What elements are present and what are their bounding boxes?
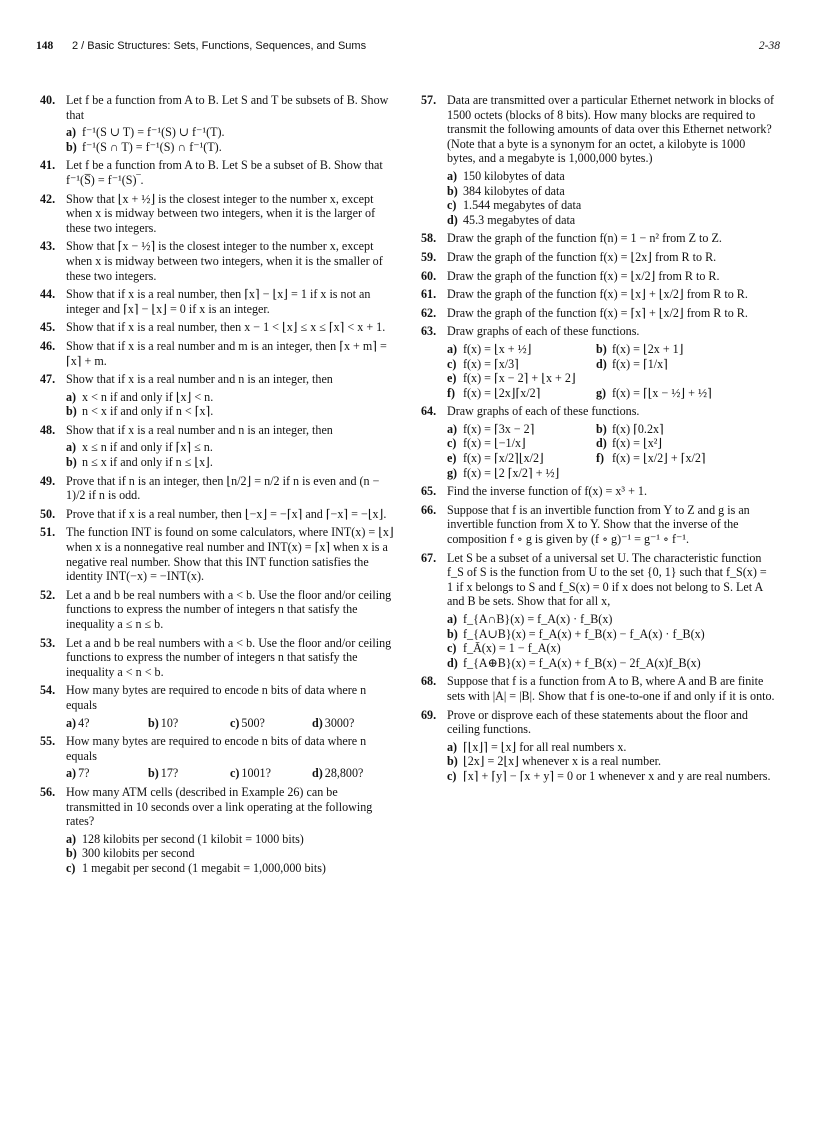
part-text: f⁻¹(S ∪ T) = f⁻¹(S) ∪ f⁻¹(T). (82, 125, 225, 140)
exercise-text: Let S be a subset of a universal set U. The characteristic function f_S of S is the function from U to the set {0, 1} such that f_S(x) = 1 if x belongs to S and f_S(x) = 0 if x does not belong to S. Let A and B be sets. Show that for all x, (447, 550, 767, 609)
exercise (421, 269, 775, 284)
exercise-text: Draw the graph of the function f(x) = ⌈x⌉ + ⌊x/2⌋ from R to R. (447, 305, 748, 320)
exercise-text: Let a and b be real numbers with a < b. Use the floor and/or ceiling functions to express the number of integers n that satisfy the inequality a < n < b. (66, 635, 392, 679)
part-text: 1.544 megabytes of data (463, 198, 582, 213)
exercise-text: Prove that if n is an integer, then ⌊n/2⌋ = n/2 if n is even and (n − 1)/2 if n is odd. (66, 473, 380, 503)
exercise-number: 65. (421, 484, 437, 499)
exercise-part (447, 422, 592, 437)
exercise-part (230, 716, 312, 731)
exercise-number: 62. (421, 305, 437, 320)
part-label: a) (66, 125, 77, 140)
part-label: c) (447, 641, 457, 656)
part-label: f) (447, 385, 456, 400)
exercise-part (447, 656, 775, 671)
part-text: x < n if and only if ⌊x⌋ < n. (82, 389, 214, 404)
exercise-part (447, 213, 775, 228)
part-label: c) (447, 436, 457, 451)
exercise-text: Draw the graph of the function f(x) = ⌊x⌋ + ⌊x/2⌋ from R to R. (447, 287, 748, 302)
part-text: f(x) = ⌈1/x⌉ (612, 356, 668, 371)
page-number: 148 (36, 40, 54, 52)
part-label: g) (596, 385, 607, 400)
exercise-part (447, 641, 775, 656)
part-label: b) (596, 421, 607, 436)
part-text: f(x) = ⌈x/2⌉⌊x/2⌋ (463, 451, 544, 466)
exercise-number: 55. (40, 734, 56, 749)
exercise-part (447, 612, 775, 627)
exercise (40, 158, 394, 187)
exercise-part (596, 357, 775, 372)
exercise-part (596, 342, 775, 357)
part-label: d) (312, 715, 323, 730)
exercise-part (447, 451, 592, 466)
part-label: b) (66, 455, 77, 470)
page-header (36, 40, 780, 60)
exercise-part (447, 769, 775, 784)
part-label: b) (447, 626, 458, 641)
part-text: f_{A∩B}(x) = f_A(x) · f_B(x) (463, 612, 613, 626)
part-text: 45.3 megabytes of data (463, 212, 576, 227)
exercise-part (66, 846, 394, 861)
exercise (40, 372, 394, 419)
exercise (40, 525, 394, 583)
exercise-part (447, 198, 775, 213)
part-text: f_{A∪B}(x) = f_A(x) + f_B(x) − f_A(x) · f_B(x) (463, 626, 705, 641)
exercise-text: Suppose that f is an invertible function from Y to Z and g is an invertible function from X to Y. Show that the inverse of the composition f ∘ g is given by (f ∘ g)⁻¹ = g⁻¹ ∘ f⁻¹. (447, 502, 750, 547)
exercise-part (447, 184, 775, 199)
part-label: c) (66, 860, 76, 875)
exercise (40, 239, 394, 283)
exercise (40, 320, 394, 335)
exercise-parts (66, 832, 394, 876)
exercise (40, 192, 394, 236)
part-label: d) (447, 655, 458, 670)
part-text: 10? (160, 715, 179, 730)
part-text: f(x) = ⌊x/2⌋ + ⌈x/2⌉ (612, 451, 706, 466)
part-label: d) (312, 766, 323, 781)
part-text: 4? (78, 715, 90, 730)
exercise-number: 57. (421, 93, 437, 107)
exercise (421, 551, 775, 671)
exercise-parts (66, 390, 394, 419)
part-label: d) (447, 212, 458, 227)
exercise (421, 250, 775, 265)
exercise (40, 507, 394, 522)
part-label: c) (230, 766, 240, 781)
part-label: a) (66, 440, 77, 455)
exercise-part (447, 466, 775, 481)
exercise-text: Draw the graph of the function f(n) = 1 − n² from Z to Z. (447, 231, 722, 246)
exercise-text: Draw the graph of the function f(x) = ⌊2x⌋ from R to R. (447, 249, 717, 264)
exercise-number: 53. (40, 635, 56, 650)
exercise-part (66, 832, 394, 847)
exercise-text: Show that ⌊x + ½⌋ is the closest integer to the number x, except when x is midway between two integers, when it is the larger of these two integers. (66, 191, 376, 235)
part-text: ⌊2x⌋ = 2⌊x⌋ whenever x is a real number. (463, 754, 661, 769)
exercise-text: Suppose that f is a function from A to B, where A and B are finite sets with |A| = |B|. Show that f is one-to-one if and only if it is onto. (447, 674, 775, 703)
exercise-number: 58. (421, 231, 437, 246)
exercise-number: 51. (40, 525, 56, 540)
part-label: b) (66, 404, 77, 419)
exercise (40, 339, 394, 368)
part-text: f(x) = ⌊x + ½⌋ (463, 341, 532, 356)
exercise-part (596, 386, 775, 401)
exercise (40, 423, 394, 470)
part-label: c) (447, 768, 457, 783)
left-column (40, 93, 394, 880)
exercise-number: 42. (40, 191, 56, 206)
part-text: n < x if and only if n < ⌈x⌉. (82, 404, 214, 419)
exercise-number: 47. (40, 372, 56, 387)
exercise-part (447, 740, 775, 755)
exercise (40, 474, 394, 503)
exercise-text: The function INT is found on some calculators, where INT(x) = ⌊x⌋ when x is a nonnegative real number and INT(x) = ⌈x⌉ when x is a negative real number. Show that this INT function satisfies the identity INT(−x) = −INT(x). (66, 525, 394, 584)
part-label: a) (447, 739, 458, 754)
exercise-text: Draw the graph of the function f(x) = ⌊x/2⌋ from R to R. (447, 268, 720, 283)
exercise-text: Data are transmitted over a particular Ethernet network in blocks of 1500 octets (blocks of 8 bits). How many blocks are required to transmit the following amounts of data over this Ethernet network? (Note that a byte is a synonym for an octet, a kilobyte is 1000 bytes, and a megabyte is 1,000,000 bytes.) (447, 93, 775, 166)
part-text: f(x) = ⌊2x⌋⌈x/2⌉ (463, 385, 541, 400)
part-text: n ≤ x if and only if n ≤ ⌊x⌋. (82, 455, 213, 470)
exercise (40, 636, 394, 680)
part-text: ⌈x⌉ + ⌈y⌉ − ⌈x + y⌉ = 0 or 1 whenever x and y are real numbers. (463, 768, 771, 783)
exercise-number: 69. (421, 707, 437, 722)
exercise (421, 93, 775, 227)
part-text: 128 kilobits per second (1 kilobit = 1000 bits) (82, 831, 304, 846)
exercise-number: 56. (40, 784, 56, 799)
exercise (421, 306, 775, 321)
exercise-part (447, 754, 775, 769)
exercise-number: 44. (40, 287, 56, 302)
part-text: f(x) = ⌈⌊x − ½⌋ + ½⌉ (612, 385, 712, 400)
exercise-number: 46. (40, 338, 56, 353)
exercise-text: Draw graphs of each of these functions. (447, 324, 640, 339)
exercise-part (447, 436, 592, 451)
exercise-number: 52. (40, 587, 56, 602)
part-text: f(x) = ⌊−1/x⌋ (463, 436, 526, 451)
part-label: e) (447, 451, 457, 466)
part-label: g) (447, 465, 458, 480)
part-text: 7? (78, 766, 90, 781)
exercise-text: Show that if x is a real number, then x − 1 < ⌊x⌋ ≤ x ≤ ⌈x⌉ < x + 1. (66, 320, 386, 335)
part-text: 384 kilobytes of data (463, 183, 565, 198)
exercise-text: Show that if x is a real number and n is an integer, then (66, 372, 333, 387)
exercise (40, 588, 394, 632)
part-label: b) (148, 766, 159, 781)
part-label: b) (148, 715, 159, 730)
part-text: 1001? (241, 766, 271, 781)
exercise-part (312, 716, 394, 731)
exercise-number: 67. (421, 550, 437, 565)
exercise-text: Show that if x is a real number and n is an integer, then (66, 422, 333, 437)
exercise-number: 49. (40, 473, 56, 488)
part-text: f(x) = ⌊2 ⌈x/2⌉ + ½⌋ (463, 465, 560, 480)
part-text: 28,800? (324, 766, 364, 781)
exercise-part (148, 766, 230, 781)
part-label: a) (66, 766, 77, 781)
exercise-number: 63. (421, 324, 437, 339)
exercise-part (447, 342, 592, 357)
exercise-part (66, 716, 148, 731)
exercise-part (447, 627, 775, 642)
exercise (40, 93, 394, 154)
part-text: 500? (241, 715, 265, 730)
part-label: b) (66, 139, 77, 154)
exercise (40, 287, 394, 316)
exercise-number: 60. (421, 268, 437, 283)
exercise-text: Show that if x is a real number, then ⌈x⌉ − ⌊x⌋ = 1 if x is not an integer and ⌈x⌉ − ⌊x⌋ = 0 if x is an integer. (66, 287, 371, 316)
part-label: d) (596, 356, 607, 371)
part-label: f) (596, 451, 605, 466)
part-text: f⁻¹(S ∩ T) = f⁻¹(S) ∩ f⁻¹(T). (82, 139, 222, 154)
exercise-part (447, 386, 592, 401)
part-text: f(x) ⌈0.2x⌉ (612, 421, 664, 436)
exercise-number: 66. (421, 502, 437, 517)
exercise-number: 48. (40, 422, 56, 437)
part-label: a) (66, 831, 77, 846)
part-text: 3000? (324, 715, 355, 730)
part-label: c) (447, 356, 457, 371)
exercise-parts (66, 440, 394, 469)
exercise-text: Let f be a function from A to B. Let S be a subset of B. Show that f⁻¹(S̅) = f⁻¹(S)‾. (66, 158, 383, 187)
exercise-number: 40. (40, 93, 56, 107)
part-text: ⌈⌊x⌋⌉ = ⌊x⌋ for all real numbers x. (463, 739, 627, 754)
exercise-text: Let f be a function from A to B. Let S and T be subsets of B. Show that (66, 93, 389, 122)
exercise-parts (66, 766, 394, 781)
exercise-part (66, 404, 394, 419)
exercise-part (66, 861, 394, 876)
exercise-number: 54. (40, 683, 56, 698)
exercise-number: 68. (421, 674, 437, 689)
part-label: b) (596, 341, 607, 356)
exercise-parts (447, 169, 775, 227)
part-label: a) (447, 168, 458, 183)
exercise-part (230, 766, 312, 781)
exercise-part (66, 455, 394, 470)
exercise-part (66, 766, 148, 781)
exercise (40, 734, 394, 781)
exercise-part (66, 125, 394, 140)
part-label: a) (447, 612, 458, 626)
exercise-text: Show that if x is a real number and m is an integer, then ⌈x + m⌉ = ⌈x⌉ + m. (66, 338, 387, 368)
exercise-text: Draw graphs of each of these functions. (447, 404, 640, 419)
exercise (421, 324, 775, 400)
part-label: d) (596, 436, 607, 451)
exercise-parts (447, 342, 775, 400)
exercise (421, 287, 775, 302)
exercise-part (66, 390, 394, 405)
exercise-part (66, 440, 394, 455)
exercise (421, 674, 775, 703)
exercise-parts (447, 612, 775, 670)
exercise (421, 404, 775, 480)
part-text: f_Ā(x) = 1 − f_A(x) (463, 641, 561, 656)
exercise-number: 45. (40, 320, 56, 335)
exercise-part (447, 169, 775, 184)
part-text: 150 kilobytes of data (463, 168, 565, 183)
part-text: x ≤ n if and only if ⌈x⌉ ≤ n. (82, 440, 213, 455)
part-label: c) (447, 198, 457, 213)
exercise-text: How many bytes are required to encode n bits of data where n equals (66, 683, 367, 712)
part-label: a) (447, 341, 458, 356)
exercise-parts (66, 125, 394, 154)
exercise-parts (447, 740, 775, 784)
exercise-parts (66, 716, 394, 731)
exercise-text: How many ATM cells (described in Example 26) can be transmitted in 10 seconds over a link operating at the following rates? (66, 784, 373, 829)
exercise-part (447, 371, 775, 386)
exercise-number: 64. (421, 404, 437, 419)
part-text: f(x) = ⌈x/3⌉ (463, 356, 519, 371)
part-label: a) (66, 389, 77, 404)
exercise-text: Prove or disprove each of these statements about the floor and ceiling functions. (447, 707, 748, 737)
exercise-number: 61. (421, 287, 437, 302)
exercise-number: 50. (40, 506, 56, 521)
part-text: f_{A⊕B}(x) = f_A(x) + f_B(x) − 2f_A(x)f_B(x) (463, 655, 701, 670)
part-text: f(x) = ⌈x − 2⌉ + ⌊x + 2⌋ (463, 371, 576, 386)
part-text: f(x) = ⌊x²⌋ (612, 436, 663, 451)
part-label: e) (447, 371, 457, 386)
exercise (421, 503, 775, 547)
exercise (421, 484, 775, 499)
exercise-text: Find the inverse function of f(x) = x³ + 1. (447, 484, 647, 499)
exercise-number: 43. (40, 239, 56, 254)
exercise-number: 59. (421, 249, 437, 264)
exercise-parts (447, 422, 775, 480)
exercise-part (596, 436, 775, 451)
exercise (421, 231, 775, 246)
exercise-part (596, 422, 775, 437)
part-label: b) (447, 183, 458, 198)
exercise-number: 41. (40, 158, 56, 173)
exercise (40, 785, 394, 876)
part-label: b) (66, 846, 77, 861)
part-text: f(x) = ⌈3x − 2⌉ (463, 421, 535, 436)
part-label: b) (447, 754, 458, 769)
part-text: 17? (160, 766, 179, 781)
exercise-text: Show that ⌈x − ½⌉ is the closest integer to the number x, except when x is midway between two integers, when it is the smaller of these two integers. (66, 239, 383, 283)
part-label: a) (66, 715, 77, 730)
exercise (40, 683, 394, 730)
part-text: 1 megabit per second (1 megabit = 1,000,000 bits) (82, 860, 326, 875)
exercise-part (66, 140, 394, 155)
part-text: f(x) = ⌊2x + 1⌋ (612, 341, 684, 356)
part-label: a) (447, 421, 458, 436)
chapter-title: 2 / Basic Structures: Sets, Functions, Sequences, and Sums (72, 40, 367, 52)
part-label: c) (230, 715, 240, 730)
exercise-text: How many bytes are required to encode n bits of data where n equals (66, 734, 367, 763)
exercise-part (447, 357, 592, 372)
exercise-part (596, 451, 775, 466)
right-column (421, 93, 775, 788)
section-number: 2-38 (758, 40, 780, 52)
exercise-text: Let a and b be real numbers with a < b. Use the floor and/or ceiling functions to express the number of integers n that satisfy the inequality a ≤ n ≤ b. (66, 587, 392, 631)
exercise-part (148, 716, 230, 731)
exercise-text: Prove that if x is a real number, then ⌊−x⌋ = −⌈x⌉ and ⌈−x⌉ = −⌊x⌋. (66, 506, 387, 521)
exercise (421, 708, 775, 784)
part-text: 300 kilobits per second (82, 846, 195, 861)
exercise-part (312, 766, 394, 781)
